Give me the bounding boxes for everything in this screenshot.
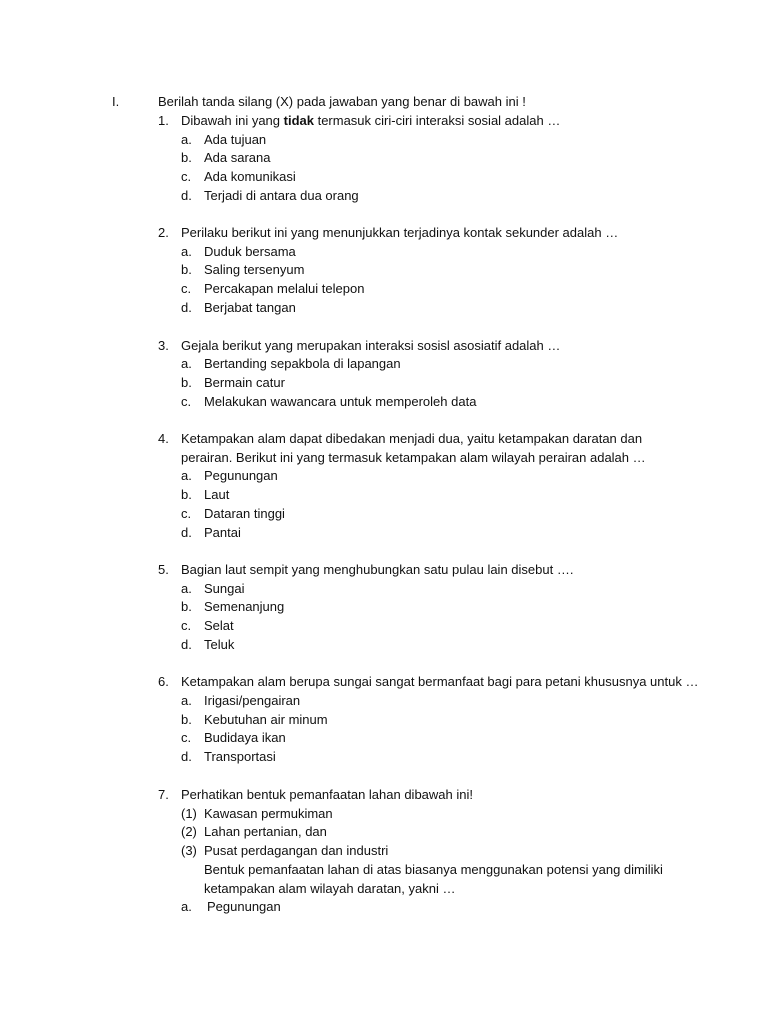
- option-letter[interactable]: b.: [181, 150, 192, 165]
- option-text[interactable]: Ada tujuan: [204, 132, 267, 147]
- option-letter[interactable]: c.: [181, 730, 192, 745]
- option-text[interactable]: Terjadi di antara dua orang: [204, 188, 359, 203]
- option-text[interactable]: Laut: [204, 487, 230, 502]
- option-text[interactable]: Ada komunikasi: [204, 169, 296, 184]
- option-text[interactable]: Irigasi/pengairan: [204, 693, 301, 708]
- question-number: 3.: [158, 338, 169, 353]
- option-text[interactable]: Saling tersenyum: [204, 262, 305, 277]
- question-followup: ketampakan alam wilayah daratan, yakni …: [204, 881, 456, 896]
- option-text[interactable]: Bermain catur: [204, 375, 285, 390]
- option-text[interactable]: Duduk bersama: [204, 244, 296, 259]
- question-text-part: termasuk ciri-ciri interaksi sosial adalah …: [313, 113, 561, 128]
- option-text[interactable]: Selat: [204, 618, 234, 633]
- option-letter[interactable]: d.: [181, 525, 192, 540]
- option-text[interactable]: Budidaya ikan: [204, 730, 286, 745]
- option-text[interactable]: Percakapan melalui telepon: [204, 281, 365, 296]
- option-text[interactable]: Sungai: [204, 581, 245, 596]
- question-number: 6.: [158, 674, 169, 689]
- option-letter[interactable]: c.: [181, 281, 192, 296]
- option-letter[interactable]: a.: [181, 244, 192, 259]
- option-letter[interactable]: a.: [181, 581, 192, 596]
- statement-text: Lahan pertanian, dan: [204, 824, 327, 839]
- question-text-part: Dibawah ini yang: [181, 113, 284, 128]
- question-number: 2.: [158, 225, 169, 240]
- question-text: Perilaku berikut ini yang menunjukkan terjadinya kontak sekunder adalah …: [181, 225, 619, 240]
- option-letter[interactable]: a.: [181, 693, 192, 708]
- option-letter[interactable]: c.: [181, 394, 192, 409]
- statement-label: (1): [181, 806, 197, 821]
- option-text[interactable]: Ada sarana: [204, 150, 271, 165]
- option-letter[interactable]: c.: [181, 169, 192, 184]
- option-letter[interactable]: d.: [181, 188, 192, 203]
- option-text[interactable]: Dataran tinggi: [204, 506, 285, 521]
- option-letter[interactable]: a.: [181, 899, 192, 914]
- option-letter[interactable]: b.: [181, 487, 192, 502]
- option-letter[interactable]: d.: [181, 749, 192, 764]
- statement-text: Pusat perdagangan dan industri: [204, 843, 389, 858]
- option-letter[interactable]: d.: [181, 637, 192, 652]
- option-letter[interactable]: b.: [181, 599, 192, 614]
- option-letter[interactable]: b.: [181, 712, 192, 727]
- question-number: 4.: [158, 431, 169, 446]
- question-number: 5.: [158, 562, 169, 577]
- option-text[interactable]: Teluk: [204, 637, 235, 652]
- option-letter[interactable]: a.: [181, 468, 192, 483]
- statement-text: Kawasan permukiman: [204, 806, 333, 821]
- option-text[interactable]: Pegunungan: [204, 468, 278, 483]
- option-letter[interactable]: c.: [181, 618, 192, 633]
- option-text[interactable]: Semenanjung: [204, 599, 285, 614]
- question-text: [181, 112, 560, 130]
- option-text[interactable]: Pantai: [204, 525, 241, 540]
- option-text[interactable]: Berjabat tangan: [204, 300, 296, 315]
- option-letter[interactable]: a.: [181, 356, 192, 371]
- question-text: Bagian laut sempit yang menghubungkan satu pulau lain disebut ….: [181, 562, 574, 577]
- question-text: Perhatikan bentuk pemanfaatan lahan dibawah ini!: [181, 787, 473, 802]
- question-number: 1.: [158, 113, 169, 128]
- question-followup: Bentuk pemanfaatan lahan di atas biasanya menggunakan potensi yang dimiliki: [204, 862, 663, 877]
- option-text[interactable]: Kebutuhan air minum: [204, 712, 328, 727]
- option-text[interactable]: Pegunungan: [207, 899, 281, 914]
- option-letter[interactable]: a.: [181, 132, 192, 147]
- statement-label: (2): [181, 824, 197, 839]
- question-text: Ketampakan alam dapat dibedakan menjadi dua, yaitu ketampakan daratan dan: [181, 431, 643, 446]
- option-text[interactable]: Transportasi: [204, 749, 276, 764]
- question-text: Gejala berikut yang merupakan interaksi sosisl asosiatif adalah …: [181, 338, 561, 353]
- option-letter[interactable]: c.: [181, 506, 192, 521]
- option-letter[interactable]: d.: [181, 300, 192, 315]
- statement-label: (3): [181, 843, 197, 858]
- section-numeral: I.: [112, 94, 120, 109]
- question-text: perairan. Berikut ini yang termasuk ketampakan alam wilayah perairan adalah …: [181, 450, 646, 465]
- option-letter[interactable]: b.: [181, 262, 192, 277]
- option-text[interactable]: Melakukan wawancara untuk memperoleh data: [204, 394, 477, 409]
- option-text[interactable]: Bertanding sepakbola di lapangan: [204, 356, 401, 371]
- question-text: Ketampakan alam berupa sungai sangat bermanfaat bagi para petani khususnya untuk …: [181, 674, 699, 689]
- question-number: 7.: [158, 787, 169, 802]
- question-text-emphasis: tidak: [283, 113, 314, 128]
- section-instruction: Berilah tanda silang (X) pada jawaban yang benar di bawah ini !: [158, 94, 526, 109]
- option-letter[interactable]: b.: [181, 375, 192, 390]
